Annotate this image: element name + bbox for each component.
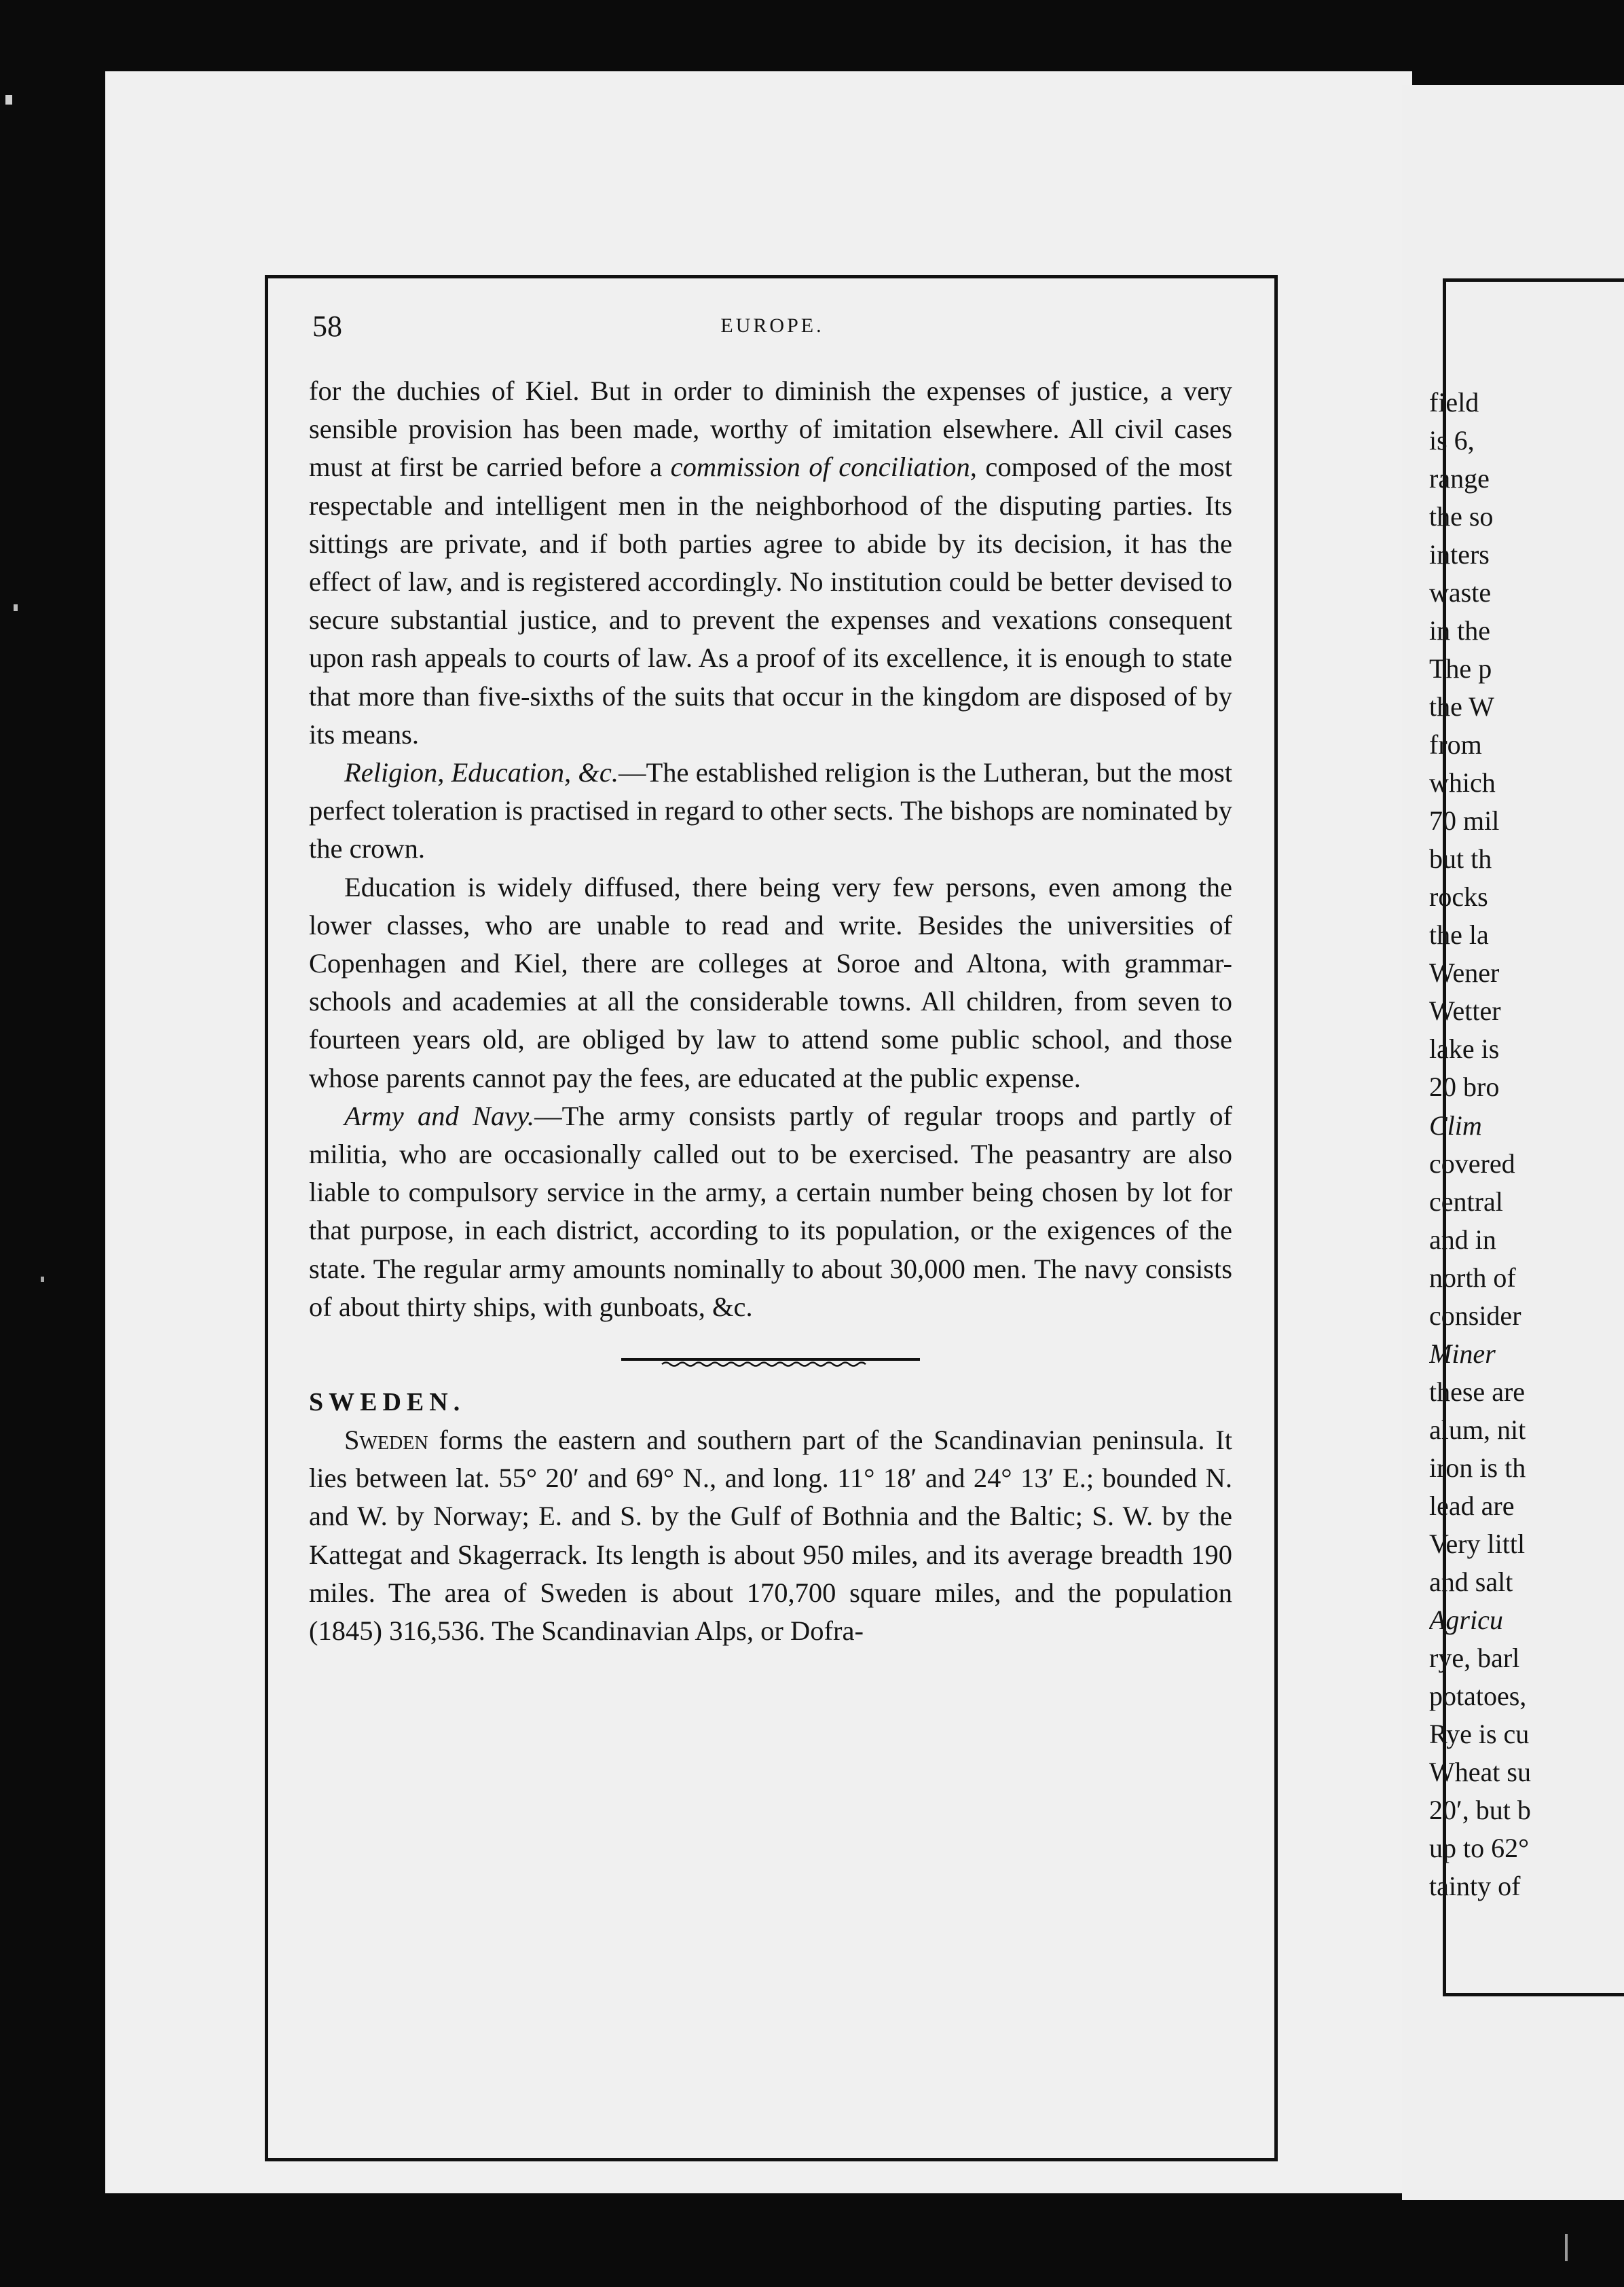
page-number: 58 [312, 310, 342, 343]
scan-speck [5, 95, 12, 105]
paragraph-lead: Sweden [344, 1425, 428, 1456]
scan-speck [41, 1277, 44, 1282]
paragraph-sweden: Sweden forms the eastern and southern part of the Scandinavian peninsula. It lies between lat. 55° 20′ and 69° N., and long. 11° 18′ and 24° 13′ E.; bounded N. and W. by Norway; E. and S. by the Gulf of Bothnia and the Baltic; S. W. by the Kattegat and Skagerrack. Its length is about 950 miles, and its average breadth 190 miles. The area of Sweden is about 170,700 square miles, and the population (1845) 316,536. The Scandinavian Alps, or Dofra- [309, 1425, 1232, 1647]
paragraph-education: Education is widely diffused, there being very few persons, even among the lower classes, who are unable to read and write. Besides the universities of Copenhagen and Kiel, there are colleges at Soroe and Altona, with grammar-schools and academies at all the considerable towns. All children, from seven to fourteen years old, are obliged by law to attend some public school, and those whose parents cannot pay the fees, are educated at the public expense. [309, 871, 1232, 1093]
paragraph-lead: Religion, Education, &c. [344, 757, 619, 788]
page-header [312, 309, 1232, 350]
scan-speck [14, 604, 18, 611]
facing-page-text-upper: field is 6, range the so inters waste in the The p the W from which 70 mil but th rocks the la Wener Wetter lake is 20 bro [1429, 387, 1501, 1102]
section-heading: SWEDEN. [309, 1388, 466, 1417]
paragraph-religion: Religion, Education, &c.—The established religion is the Lutheran, but the most perfect toleration is practised in regard to other sects. The bishops are nominated by the crown. [309, 757, 1232, 864]
paragraph-kiel: for the duchies of Kiel. But in order to diminish the expenses of justice, a very sensible provision has been made, worthy of imitation elsewhere. All civil cases must at first be carried before a commission of conciliation, composed of the most respectable and intelligent men in the neighborhood of the disputing parties. Its sittings are private, and if both parties agree to abide by its decision, it has the effect of law, and is registered accordingly. No institution could be better devised to secure substantial justice, and to prevent the expenses and vexations consequent upon rash appeals to courts of law. As a proof of its excellence, it is enough to state that more than five-sixths of the suits that occur in the kingdom are disposed of by its means. [309, 376, 1233, 750]
running-head: EUROPE. [720, 314, 824, 337]
section-divider-rule [621, 1355, 920, 1370]
facing-page-text-lower: Clim covered central and in north of consider Miner these are alum, nit iron is th lead are Very littl and salt Agricu rye, barl potatoes, Rye is cu Wheat su 20′, but b up to 62° tainty of [1429, 1110, 1531, 1901]
body-text [309, 372, 1232, 1650]
scan-speck [1565, 2234, 1568, 2261]
paragraph-army-navy: Army and Navy.—The army consists partly of regular troops and partly of militia, who are occasionally called out to be exercised. The peasantry are also liable to compulsory service in the army, a certain number being chosen by lot for that purpose, in each district, according to its population, or the exigences of the state. The regular army amounts nominally to about 30,000 men. The navy consists of about thirty ships, with gunboats, &c. [309, 1100, 1232, 1322]
paragraph-lead: Army and Navy. [344, 1100, 535, 1131]
